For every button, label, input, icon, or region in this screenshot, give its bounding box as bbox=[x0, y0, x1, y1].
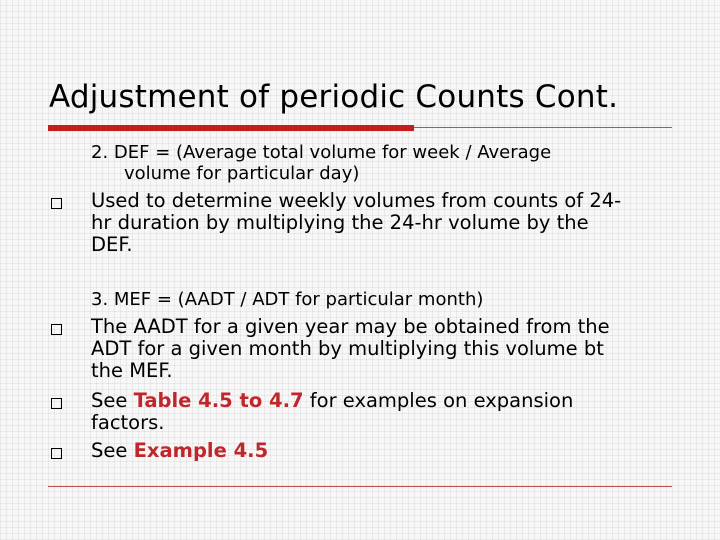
mef-formula-line-1: 3. MEF = (AADT / ADT for particular month) bbox=[91, 289, 484, 310]
def-formula bbox=[91, 142, 551, 184]
def-formula-line-1: 2. DEF = (Average total volume for week / Average bbox=[91, 142, 552, 163]
square-bullet-icon bbox=[51, 324, 62, 335]
bullet-suffix: for examples on expansion bbox=[303, 389, 574, 412]
bullet-prefix: See bbox=[91, 389, 134, 412]
bullet-line: The AADT for a given year may be obtained from the bbox=[91, 315, 610, 338]
bullet-line: DEF. bbox=[91, 233, 133, 256]
example-reference-link: Example 4.5 bbox=[133, 439, 269, 462]
bullet-line: Used to determine weekly volumes from counts of 24- bbox=[91, 189, 622, 212]
bullet-line: the MEF. bbox=[91, 359, 173, 382]
bottom-rule bbox=[48, 486, 672, 487]
square-bullet-icon bbox=[51, 448, 62, 459]
def-formula-line-2: volume for particular day) bbox=[124, 163, 360, 184]
bullet-line: factors. bbox=[91, 411, 165, 434]
square-bullet-icon bbox=[51, 398, 62, 409]
bullet-see-example bbox=[91, 440, 268, 462]
title-accent-bar bbox=[48, 125, 414, 131]
slide-title: Adjustment of periodic Counts Cont. bbox=[49, 79, 619, 115]
bullet-line bbox=[91, 440, 268, 462]
square-bullet-icon bbox=[51, 198, 62, 209]
mef-formula bbox=[91, 289, 483, 310]
bullet-line: hr duration by multiplying the 24-hr volume by the bbox=[91, 211, 589, 234]
bullet-aadt bbox=[91, 316, 610, 382]
table-reference-link: Table 4.5 to 4.7 bbox=[133, 389, 304, 412]
bullet-see-tables bbox=[91, 390, 573, 434]
bullet-line bbox=[91, 390, 573, 412]
bullet-line: ADT for a given month by multiplying this volume bt bbox=[91, 337, 604, 360]
bullet-weekly-volumes bbox=[91, 190, 621, 256]
bullet-prefix: See bbox=[91, 439, 134, 462]
